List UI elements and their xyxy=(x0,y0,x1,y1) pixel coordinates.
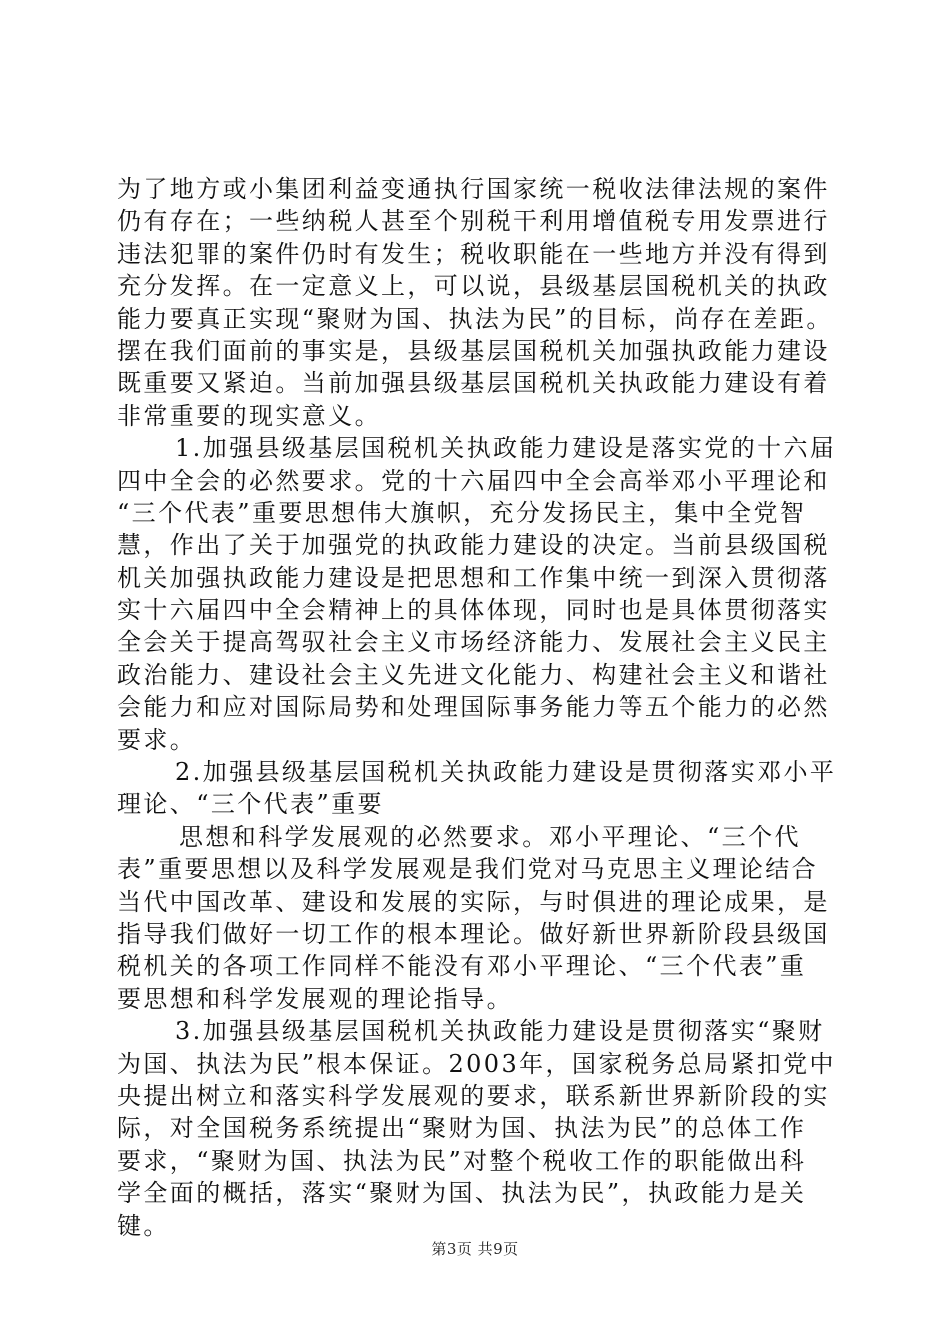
text-line: 全会关于提高驾驭社会主义市场经济能力、发展社会主义民主 xyxy=(117,628,830,657)
text-line: 为国、执法为民”根本保证。2003年，国家税务总局紧扣党中 xyxy=(117,1049,836,1078)
text-line: 仍有存在；一些纳税人甚至个别税干利用增值税专用发票进行 xyxy=(117,207,830,236)
text-line: 1.加强县级基层国税机关执政能力建设是落实党的十六届 xyxy=(175,434,837,463)
text-line: 实十六届四中全会精神上的具体体现，同时也是具体贯彻落实 xyxy=(117,596,830,625)
text-line: 要思想和科学发展观的理论指导。 xyxy=(117,984,513,1013)
text-line: 思想和科学发展观的必然要求。邓小平理论、“三个代 xyxy=(179,822,801,851)
text-line: 慧，作出了关于加强党的执政能力建设的决定。当前县级国税 xyxy=(117,531,830,560)
text-line: 学全面的概括，落实“聚财为国、执法为民”，执政能力是关 xyxy=(117,1179,807,1208)
text-line: 要求。 xyxy=(117,725,197,754)
text-line: 为了地方或小集团利益变通执行国家统一税收法律法规的案件 xyxy=(117,175,830,203)
text-line: 机关加强执政能力建设是把思想和工作集中统一到深入贯彻落 xyxy=(117,563,830,592)
text-line: 表”重要思想以及科学发展观是我们党对马克思主义理论结合 xyxy=(117,855,819,884)
text-line: 充分发挥。在一定意义上，可以说，县级基层国税机关的执政 xyxy=(117,272,830,301)
text-line: 四中全会的必然要求。党的十六届四中全会高举邓小平理论和 xyxy=(117,466,830,495)
body-text xyxy=(117,173,847,1242)
text-line: 指导我们做好一切工作的根本理论。做好新世界新阶段县级国 xyxy=(117,919,830,948)
text-line: “三个代表”重要思想伟大旗帜，充分发扬民主，集中全党智 xyxy=(117,498,807,527)
text-line: 际，对全国税务系统提出“聚财为国、执法为民”的总体工作 xyxy=(117,1114,807,1143)
text-line: 要求，“聚财为国、执法为民”对整个税收工作的职能做出科 xyxy=(117,1146,807,1175)
text-line: 2.加强县级基层国税机关执政能力建设是贯彻落实邓小平 xyxy=(175,758,837,787)
text-line: 违法犯罪的案件仍时有发生；税收职能在一些地方并没有得到 xyxy=(117,239,830,268)
text-line: 非常重要的现实意义。 xyxy=(117,401,381,430)
text-line: 键。 xyxy=(117,1211,170,1240)
text-line: 既重要又紧迫。当前加强县级基层国税机关执政能力建设有着 xyxy=(117,369,830,398)
text-line: 会能力和应对国际局势和处理国际事务能力等五个能力的必然 xyxy=(117,693,830,722)
text-line: 央提出树立和落实科学发展观的要求，联系新世界新阶段的实 xyxy=(117,1081,830,1110)
text-line: 能力要真正实现“聚财为国、执法为民”的目标，尚存在差距。 xyxy=(117,304,833,333)
text-line: 摆在我们面前的事实是，县级基层国税机关加强执政能力建设 xyxy=(117,336,830,365)
text-line: 3.加强县级基层国税机关执政能力建设是贯彻落实“聚财 xyxy=(175,1017,825,1046)
text-line: 政治能力、建设社会主义先进文化能力、构建社会主义和谐社 xyxy=(117,660,830,689)
text-line: 税机关的各项工作同样不能没有邓小平理论、“三个代表”重 xyxy=(117,952,807,981)
page-footer: 第3页 共9页 xyxy=(431,1240,519,1258)
text-line: 当代中国改革、建设和发展的实际，与时俱进的理论成果，是 xyxy=(117,887,830,916)
text-line: 理论、“三个代表”重要 xyxy=(117,790,384,819)
